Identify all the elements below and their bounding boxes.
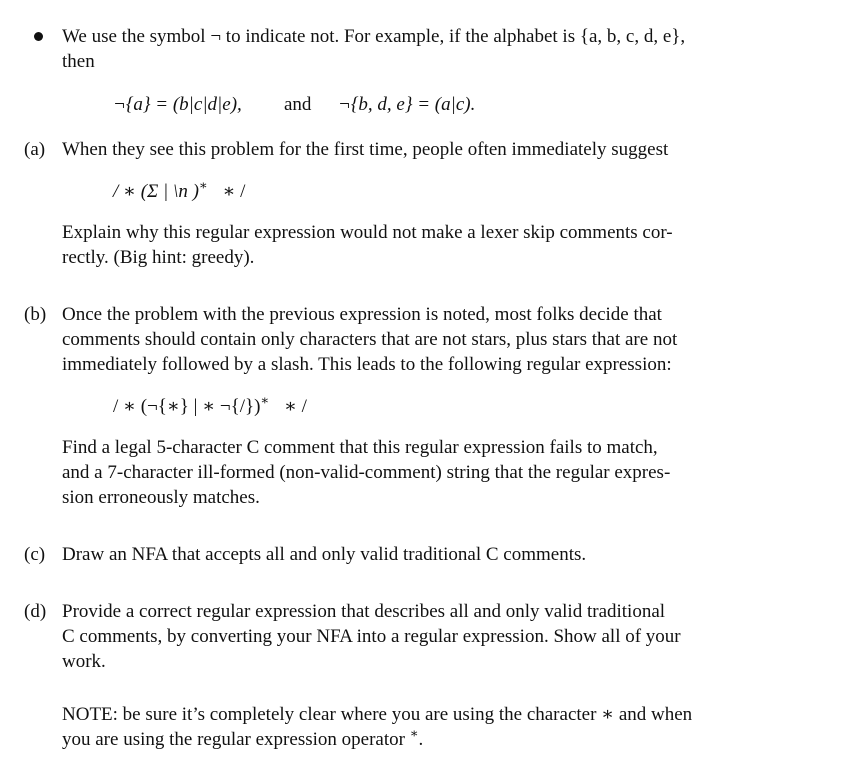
part-d-note-2-text: you are using the regular expression operator (62, 729, 405, 750)
part-a-regex (113, 179, 245, 204)
part-b-find-1: Find a legal 5-character C comment that this regular expression fails to match, (62, 437, 658, 458)
part-b-find-3: sion erroneously matches. (62, 487, 260, 508)
part-b-line-3: immediately followed by a slash. This leads to the following regular expression: (62, 354, 672, 375)
bullet-dot (34, 32, 43, 41)
part-b-regex-end: ∗ / (284, 396, 307, 417)
part-b-line-2: comments should contain only characters that are not stars, plus stars that are not (62, 329, 678, 350)
part-d-label: (d) (24, 601, 47, 622)
bullet-line-2: then (62, 51, 95, 72)
part-b-regex-main: / ∗ (¬{∗} | ∗ ¬{/}) (113, 396, 261, 417)
negation-example-and: and (284, 94, 312, 115)
part-b-line-1: Once the problem with the previous expression is noted, most folks decide that (62, 304, 662, 325)
part-d-note-2 (62, 727, 423, 752)
part-d-line-3: work. (62, 651, 106, 672)
part-b-regex-star: ∗ (260, 392, 270, 408)
part-d-line-1: Provide a correct regular expression that describes all and only valid traditional (62, 601, 666, 622)
part-d-note-2-star: ∗ (409, 725, 419, 741)
negation-example-right: ¬{b, d, e} = (a|c). (338, 94, 476, 115)
bullet-line-1: We use the symbol ¬ to indicate not. For example, if the alphabet is {a, b, c, d, e}, (62, 26, 686, 47)
part-a-regex-main: / ∗ (Σ | \n ) (113, 181, 199, 202)
part-a-explain-1: Explain why this regular expression would not make a lexer skip comments cor- (62, 222, 673, 243)
part-d-note-2-period: . (418, 729, 424, 750)
part-c-label: (c) (24, 544, 46, 565)
part-a-regex-end: ∗ / (222, 181, 246, 202)
part-b-find-2: and a 7-character ill-formed (non-valid-comment) string that the regular expres- (62, 462, 671, 483)
part-d-note-1: NOTE: be sure it’s completely clear where you are using the character ∗ and when (62, 704, 693, 725)
part-b-label: (b) (24, 304, 47, 325)
part-d-line-2: C comments, by converting your NFA into a regular expression. Show all of your (62, 626, 681, 647)
negation-example-left: ¬{a} = (b|c|d|e), (113, 94, 242, 115)
part-a-explain-2: rectly. (Big hint: greedy). (62, 247, 255, 268)
part-a-label: (a) (24, 139, 46, 160)
part-b-regex (113, 394, 307, 419)
part-a-line-1: When they see this problem for the first time, people often immediately suggest (62, 139, 669, 160)
part-c-line-1: Draw an NFA that accepts all and only valid traditional C comments. (62, 544, 587, 565)
part-a-regex-star: ∗ (198, 177, 208, 193)
